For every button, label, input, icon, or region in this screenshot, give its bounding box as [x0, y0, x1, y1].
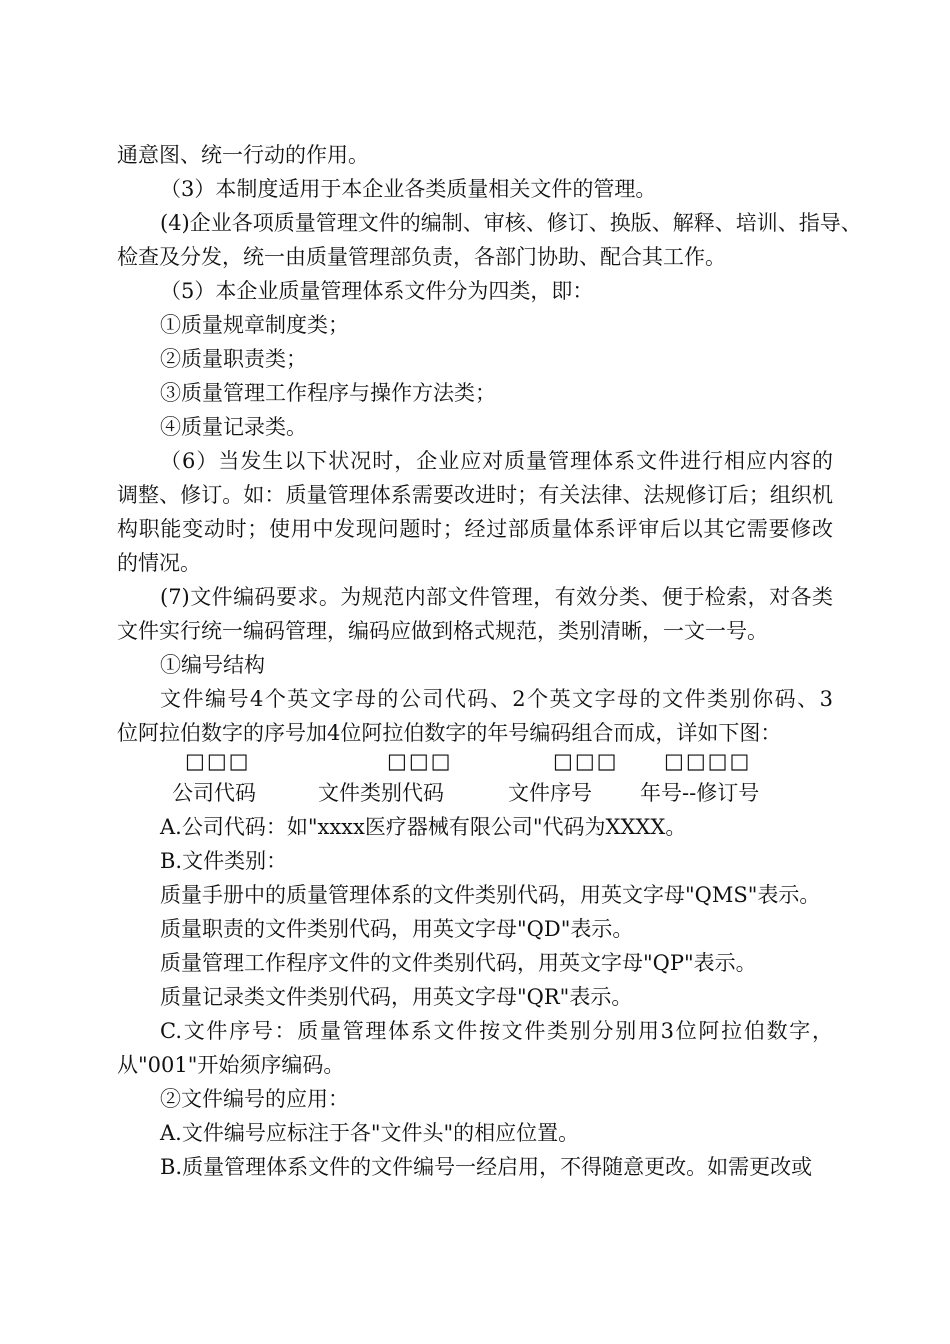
paragraph-5: （5）本企业质量管理体系文件分为四类，即：: [160, 279, 594, 303]
category-qms: 质量手册中的质量管理体系的文件类别代码，用英文字母"QMS"表示。: [160, 883, 821, 907]
numbering-desc-line-2: 位阿拉伯数字的序号加4位阿拉伯数字的年号编码组合而成，详如下图：: [117, 721, 782, 745]
category-qr: 质量记录类文件类别代码，用英文字母"QR"表示。: [160, 985, 633, 1009]
section-numbering-structure: ①编号结构: [160, 653, 265, 677]
numbering-desc-line-1: 文件编号4个英文字母的公司代码、2个英文字母的文件类别你码、3: [160, 687, 833, 711]
category-item-2: ②质量职责类；: [160, 347, 307, 371]
category-item-1: ①质量规章制度类；: [160, 313, 349, 337]
category-item-4: ④质量记录类。: [160, 415, 307, 439]
year-revision-boxes: □□□□: [664, 749, 752, 773]
paragraph-7-line-1: (7)文件编码要求。为规范内部文件管理，有效分类、便于检索，对各类: [160, 585, 833, 609]
paragraph-6-line-2: 调整、修订。如：质量管理体系需要改进时；有关法律、法规修订后；组织机: [117, 483, 833, 507]
category-item-3: ③质量管理工作程序与操作方法类；: [160, 381, 496, 405]
application-item-b: B.质量管理体系文件的文件编号一经启用，不得随意更改。如需更改或: [160, 1155, 813, 1179]
section-numbering-application: ②文件编号的应用：: [160, 1087, 349, 1111]
serial-note-line-2: 从"001"开始须序编码。: [117, 1053, 345, 1077]
paragraph-3: （3）本制度适用于本企业各类质量相关文件的管理。: [160, 177, 657, 201]
category-qp: 质量管理工作程序文件的文件类别代码，用英文字母"QP"表示。: [160, 951, 757, 975]
code-label-row: [0, 776, 950, 810]
company-code-note: A.公司代码：如"xxxx医疗器械有限公司"代码为XXXX。: [160, 815, 687, 839]
paragraph-4-line-1: (4)企业各项质量管理文件的编制、审核、修订、换版、解释、培训、指导、: [160, 211, 862, 235]
category-code-boxes: □□□: [387, 749, 453, 773]
file-category-heading: B.文件类别：: [160, 849, 288, 873]
company-code-label: 公司代码: [172, 781, 256, 805]
paragraph-line: 通意图、统一行动的作用。: [117, 143, 369, 167]
application-item-a: A.文件编号应标注于各"文件头"的相应位置。: [160, 1121, 580, 1145]
serial-number-boxes: □□□: [553, 749, 619, 773]
code-box-row: [0, 744, 950, 778]
paragraph-7-line-2: 文件实行统一编码管理，编码应做到格式规范，类别清晰，一文一号。: [117, 619, 768, 643]
year-revision-label: 年号--修订号: [640, 781, 760, 805]
serial-note-line-1: C.文件序号：质量管理体系文件按文件类别分别用3位阿拉伯数字，: [160, 1019, 833, 1043]
category-code-label: 文件类别代码: [318, 781, 444, 805]
paragraph-6-line-3: 构职能变动时；使用中发现问题时；经过部质量体系评审后以其它需要修改: [117, 517, 833, 541]
paragraph-6-line-1: （6）当发生以下状况时，企业应对质量管理体系文件进行相应内容的: [160, 449, 833, 473]
paragraph-6-line-4: 的情况。: [117, 551, 201, 575]
paragraph-4-line-2: 检查及分发，统一由质量管理部负责，各部门协助、配合其工作。: [117, 245, 726, 269]
category-qd: 质量职责的文件类别代码，用英文字母"QD"表示。: [160, 917, 634, 941]
serial-number-label: 文件序号: [508, 781, 592, 805]
company-code-boxes: □□□: [185, 749, 251, 773]
